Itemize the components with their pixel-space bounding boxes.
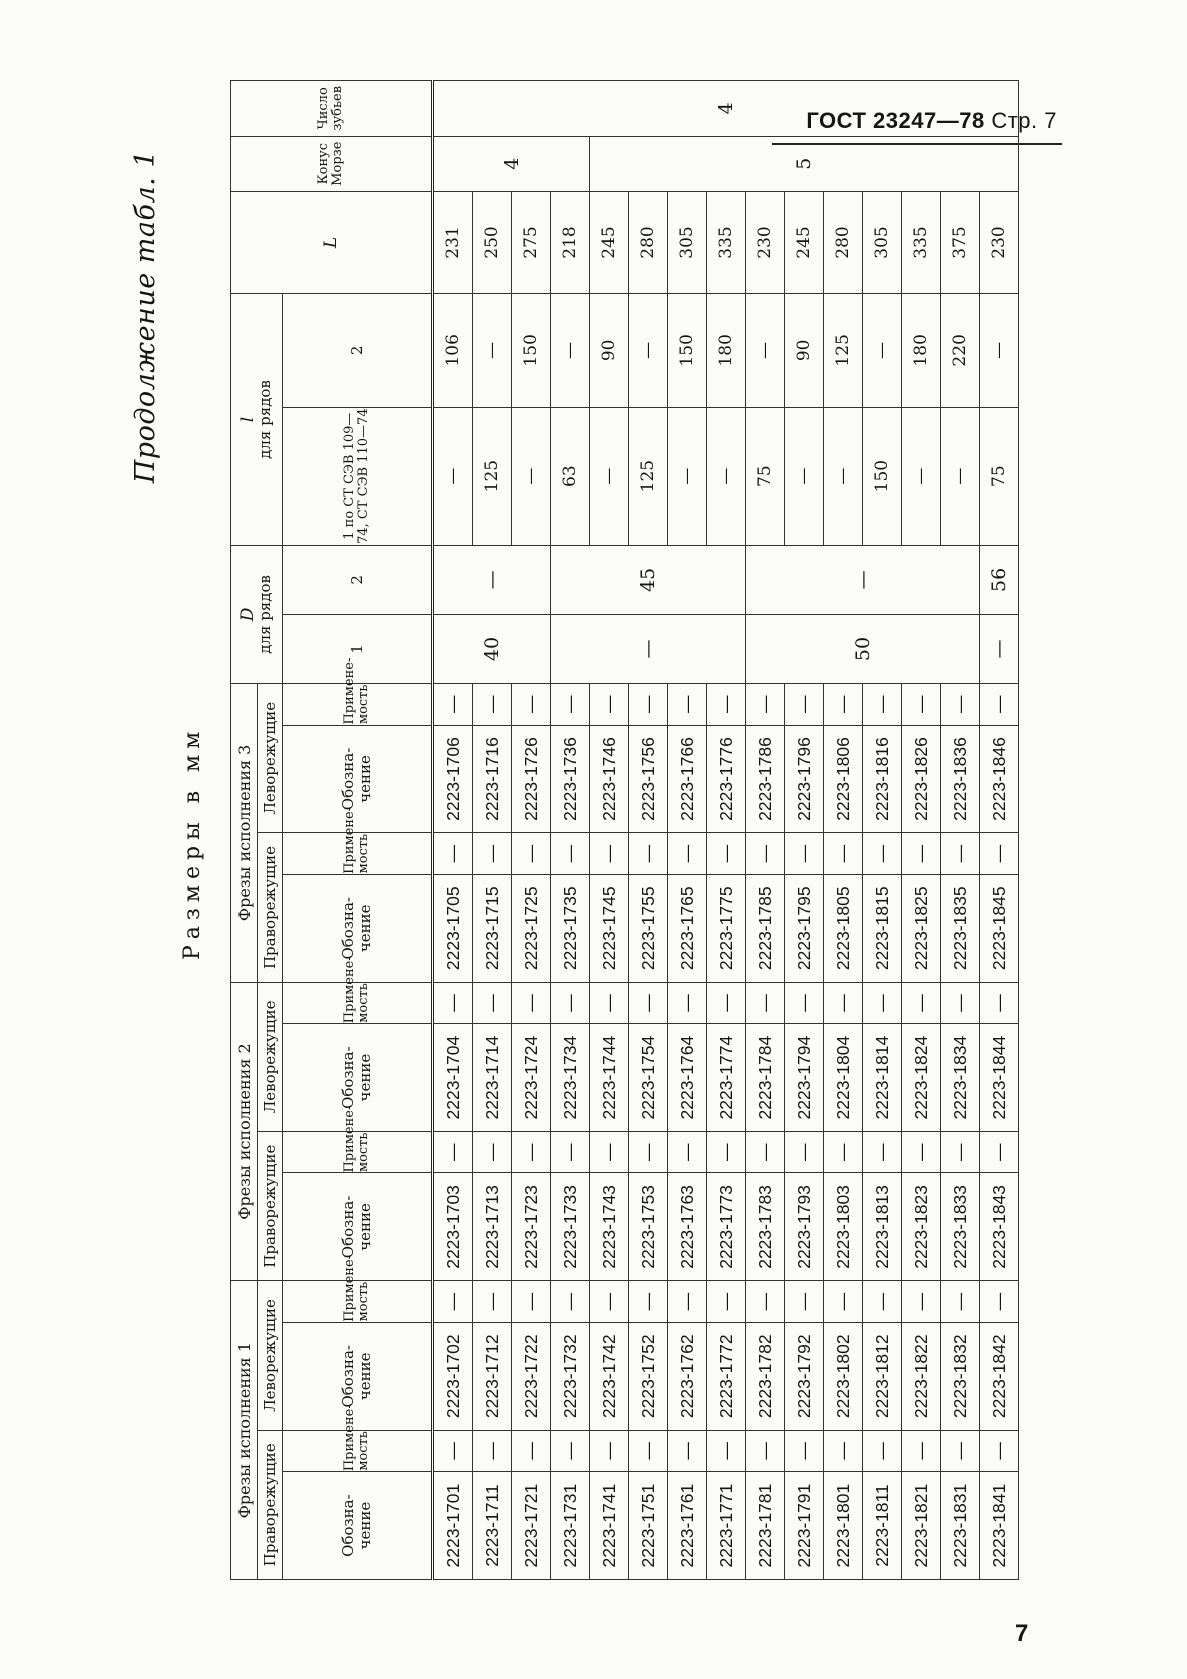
applicability-cell: — (551, 833, 590, 874)
header-D (231, 545, 283, 683)
applicability-cell: — (980, 1430, 1019, 1471)
applicability-cell: — (668, 982, 707, 1024)
l-row2-value: — (473, 294, 512, 407)
table-row (707, 81, 746, 1580)
table-row (433, 81, 473, 1580)
l-row1-value: — (707, 407, 746, 545)
L-value: 375 (941, 191, 980, 293)
l-row2-value: 150 (668, 294, 707, 407)
designation-f2-left: 2223-1714 (473, 1024, 512, 1132)
L-value: 250 (473, 191, 512, 293)
applicability-cell: — (629, 1281, 668, 1323)
table-row (512, 81, 551, 1580)
applicability-cell: — (746, 1132, 785, 1173)
designation-f1-right: 2223-1831 (941, 1472, 980, 1580)
header-designation: Обозна-чение (283, 1173, 433, 1281)
designation-f1-left: 2223-1802 (824, 1322, 863, 1430)
designation-f1-left: 2223-1752 (629, 1322, 668, 1430)
applicability-cell: — (551, 684, 590, 726)
L-value: 280 (824, 191, 863, 293)
header-teeth: Число зубьев (231, 81, 433, 137)
applicability-cell: — (941, 833, 980, 874)
header-l-label: для рядов (255, 380, 274, 459)
page-number: 7 (1015, 1620, 1029, 1647)
L-value: 335 (902, 191, 941, 293)
applicability-cell: — (863, 833, 902, 874)
applicability-cell: — (590, 684, 629, 726)
table-row (746, 81, 785, 1580)
D-row1-value: — (551, 614, 746, 683)
designation-f1-right: 2223-1781 (746, 1472, 785, 1580)
designation-f3-right: 2223-1795 (785, 874, 824, 982)
applicability-cell: — (902, 684, 941, 726)
designation-f3-left: 2223-1706 (433, 725, 473, 833)
applicability-cell: — (668, 1430, 707, 1471)
l-row2-value: — (629, 294, 668, 407)
designation-f3-right: 2223-1835 (941, 874, 980, 982)
header-family-2: Фрезы исполнения 2 (231, 982, 258, 1281)
applicability-cell: — (902, 1132, 941, 1173)
l-row1-value: — (668, 407, 707, 545)
applicability-cell: — (824, 982, 863, 1024)
table-row (473, 81, 512, 1580)
applicability-cell: — (629, 1132, 668, 1173)
table-row (863, 81, 902, 1580)
designation-f1-right: 2223-1701 (433, 1472, 473, 1580)
applicability-cell: — (863, 684, 902, 726)
designation-f3-right: 2223-1755 (629, 874, 668, 982)
applicability-cell: — (433, 1281, 473, 1323)
L-value: 245 (590, 191, 629, 293)
applicability-cell: — (473, 1132, 512, 1173)
applicability-cell: — (551, 1430, 590, 1471)
l-row2-value: — (863, 294, 902, 407)
designation-f1-left: 2223-1782 (746, 1322, 785, 1430)
header-l-row2: 2 (283, 294, 433, 407)
applicability-cell: — (473, 1430, 512, 1471)
designation-f3-left: 2223-1786 (746, 725, 785, 833)
applicability-cell: — (473, 1281, 512, 1323)
designation-f1-right: 2223-1801 (824, 1472, 863, 1580)
applicability-cell: — (824, 684, 863, 726)
designation-f2-left: 2223-1744 (590, 1024, 629, 1132)
applicability-cell: — (980, 684, 1019, 726)
designation-f1-right: 2223-1811 (863, 1472, 902, 1580)
rotated-table-block (130, 80, 1010, 1580)
designation-f1-right: 2223-1741 (590, 1472, 629, 1580)
table-row (980, 81, 1019, 1580)
l-row1-value: 125 (473, 407, 512, 545)
L-value: 230 (980, 191, 1019, 293)
l-row1-value: — (785, 407, 824, 545)
l-row1-value: — (902, 407, 941, 545)
designation-f2-right: 2223-1783 (746, 1173, 785, 1281)
applicability-cell: — (785, 1132, 824, 1173)
header-D-label: для рядов (255, 575, 274, 654)
applicability-cell: — (668, 833, 707, 874)
standard-code: ГОСТ 23247—78 (806, 108, 985, 133)
l-row2-value: 150 (512, 294, 551, 407)
header-applicability: Примене-мость (283, 1132, 433, 1173)
designation-f2-right: 2223-1773 (707, 1173, 746, 1281)
designation-f3-left: 2223-1766 (668, 725, 707, 833)
teeth-value: 4 (433, 81, 1019, 137)
applicability-cell: — (785, 684, 824, 726)
designation-f3-right: 2223-1765 (668, 874, 707, 982)
applicability-cell: — (902, 833, 941, 874)
applicability-cell: — (746, 982, 785, 1024)
designation-f3-left: 2223-1776 (707, 725, 746, 833)
l-row1-value: — (512, 407, 551, 545)
applicability-cell: — (512, 833, 551, 874)
designation-f2-left: 2223-1834 (941, 1024, 980, 1132)
applicability-cell: — (980, 1132, 1019, 1173)
applicability-cell: — (551, 1281, 590, 1323)
header-f1-right: Праворежущие (258, 1430, 283, 1579)
applicability-cell: — (980, 982, 1019, 1024)
L-value: 275 (512, 191, 551, 293)
designation-f2-right: 2223-1843 (980, 1173, 1019, 1281)
header-l-row1: 1 по СТ СЭВ 109—74, СТ СЭВ 110—74 (283, 407, 433, 545)
L-value: 245 (785, 191, 824, 293)
designation-f2-right: 2223-1793 (785, 1173, 824, 1281)
header-applicability: Примене-мость (283, 684, 433, 726)
applicability-cell: — (824, 833, 863, 874)
applicability-cell: — (746, 1430, 785, 1471)
designation-f2-right: 2223-1803 (824, 1173, 863, 1281)
designation-f1-left: 2223-1732 (551, 1322, 590, 1430)
applicability-cell: — (941, 1132, 980, 1173)
designation-f3-right: 2223-1715 (473, 874, 512, 982)
applicability-cell: — (668, 1281, 707, 1323)
applicability-cell: — (707, 684, 746, 726)
designation-f2-left: 2223-1804 (824, 1024, 863, 1132)
designation-f1-left: 2223-1712 (473, 1322, 512, 1430)
applicability-cell: — (707, 833, 746, 874)
designation-f3-right: 2223-1775 (707, 874, 746, 982)
designation-f3-right: 2223-1825 (902, 874, 941, 982)
header-family-3: Фрезы исполнения 3 (231, 684, 258, 983)
designation-f1-left: 2223-1842 (980, 1322, 1019, 1430)
page-label: Стр. 7 (991, 108, 1057, 133)
header-morse: Конус Морзе (231, 136, 433, 191)
applicability-cell: — (590, 1430, 629, 1471)
D-row2-value: — (746, 545, 980, 614)
l-row1-value: — (941, 407, 980, 545)
l-row1-value: — (590, 407, 629, 545)
designation-f1-right: 2223-1721 (512, 1472, 551, 1580)
applicability-cell: — (863, 982, 902, 1024)
designation-f2-left: 2223-1824 (902, 1024, 941, 1132)
applicability-cell: — (512, 684, 551, 726)
applicability-cell: — (980, 833, 1019, 874)
designation-f2-left: 2223-1774 (707, 1024, 746, 1132)
L-value: 280 (629, 191, 668, 293)
designation-f3-right: 2223-1735 (551, 874, 590, 982)
header-designation: Обозна-чение (283, 874, 433, 982)
designation-f3-left: 2223-1736 (551, 725, 590, 833)
designation-f3-left: 2223-1746 (590, 725, 629, 833)
designation-f2-left: 2223-1784 (746, 1024, 785, 1132)
L-value: 231 (433, 191, 473, 293)
applicability-cell: — (433, 1132, 473, 1173)
continuation-label: Продолжение табл. 1 (130, 150, 161, 484)
applicability-cell: — (629, 982, 668, 1024)
header-family-1: Фрезы исполнения 1 (231, 1281, 258, 1580)
designation-f1-left: 2223-1742 (590, 1322, 629, 1430)
header-D-row2: 2 (283, 545, 433, 614)
table-body (433, 81, 1019, 1580)
L-value: 305 (863, 191, 902, 293)
header-designation: Обозна-чение (283, 1024, 433, 1132)
header-designation: Обозна-чение (283, 725, 433, 833)
morse-value: 5 (590, 136, 1019, 191)
morse-value: 4 (433, 136, 590, 191)
designation-f1-right: 2223-1791 (785, 1472, 824, 1580)
designation-f2-right: 2223-1743 (590, 1173, 629, 1281)
designation-f1-right: 2223-1711 (473, 1472, 512, 1580)
designation-f2-right: 2223-1733 (551, 1173, 590, 1281)
designation-f3-left: 2223-1846 (980, 725, 1019, 833)
designation-f2-right: 2223-1763 (668, 1173, 707, 1281)
l-row1-value: — (824, 407, 863, 545)
designation-f1-left: 2223-1812 (863, 1322, 902, 1430)
designation-f1-left: 2223-1822 (902, 1322, 941, 1430)
applicability-cell: — (512, 982, 551, 1024)
designation-f2-left: 2223-1734 (551, 1024, 590, 1132)
applicability-cell: — (785, 1281, 824, 1323)
table-row (590, 81, 629, 1580)
designation-f2-right: 2223-1713 (473, 1173, 512, 1281)
designation-f2-right: 2223-1753 (629, 1173, 668, 1281)
designation-f2-left: 2223-1724 (512, 1024, 551, 1132)
dimensions-caption: Размеры в мм (180, 725, 205, 960)
applicability-cell: — (433, 1430, 473, 1471)
designation-f2-right: 2223-1813 (863, 1173, 902, 1281)
designation-f1-left: 2223-1772 (707, 1322, 746, 1430)
applicability-cell: — (941, 1281, 980, 1323)
header-f2-left: Леворежущие (258, 982, 283, 1131)
designation-f3-right: 2223-1725 (512, 874, 551, 982)
applicability-cell: — (902, 1430, 941, 1471)
applicability-cell: — (941, 1430, 980, 1471)
header-applicability: Примене-мость (283, 982, 433, 1024)
designation-f1-right: 2223-1771 (707, 1472, 746, 1580)
applicability-cell: — (512, 1430, 551, 1471)
applicability-cell: — (512, 1132, 551, 1173)
applicability-cell: — (746, 1281, 785, 1323)
designation-f3-right: 2223-1745 (590, 874, 629, 982)
designation-f2-right: 2223-1833 (941, 1173, 980, 1281)
applicability-cell: — (551, 982, 590, 1024)
table-row (551, 81, 590, 1580)
applicability-cell: — (590, 833, 629, 874)
table-row (941, 81, 980, 1580)
designation-f3-right: 2223-1805 (824, 874, 863, 982)
designation-f1-right: 2223-1751 (629, 1472, 668, 1580)
header-designation: Обозна-чение (283, 1322, 433, 1430)
header-D-symbol: D (237, 607, 258, 622)
l-row2-value: 90 (590, 294, 629, 407)
designation-f2-left: 2223-1754 (629, 1024, 668, 1132)
designation-f2-right: 2223-1823 (902, 1173, 941, 1281)
D-row2-value: 45 (551, 545, 746, 614)
applicability-cell: — (512, 1281, 551, 1323)
header-f1-left: Леворежущие (258, 1281, 283, 1430)
header-f3-left: Леворежущие (258, 684, 283, 833)
l-row1-value: 75 (746, 407, 785, 545)
applicability-cell: — (863, 1281, 902, 1323)
designation-f3-left: 2223-1796 (785, 725, 824, 833)
header-L (231, 191, 433, 293)
designation-f2-left: 2223-1764 (668, 1024, 707, 1132)
applicability-cell: — (629, 833, 668, 874)
applicability-cell: — (902, 982, 941, 1024)
applicability-cell: — (785, 833, 824, 874)
l-row2-value: — (980, 294, 1019, 407)
applicability-cell: — (473, 684, 512, 726)
designation-f1-right: 2223-1761 (668, 1472, 707, 1580)
applicability-cell: — (824, 1281, 863, 1323)
dimensions-table (230, 80, 1019, 1580)
designation-f1-left: 2223-1722 (512, 1322, 551, 1430)
applicability-cell: — (707, 1430, 746, 1471)
header-L-symbol: L (320, 236, 341, 249)
D-row1-value: — (980, 614, 1019, 683)
designation-f3-left: 2223-1716 (473, 725, 512, 833)
designation-f2-right: 2223-1723 (512, 1173, 551, 1281)
designation-f2-left: 2223-1704 (433, 1024, 473, 1132)
l-row2-value: 220 (941, 294, 980, 407)
applicability-cell: — (473, 833, 512, 874)
applicability-cell: — (746, 833, 785, 874)
designation-f3-left: 2223-1816 (863, 725, 902, 833)
header-applicability: Примене-мость (283, 1430, 433, 1471)
applicability-cell: — (707, 1281, 746, 1323)
designation-f1-left: 2223-1762 (668, 1322, 707, 1430)
header-f2-right: Праворежущие (258, 1132, 283, 1281)
table-row (902, 81, 941, 1580)
applicability-cell: — (668, 1132, 707, 1173)
designation-f3-right: 2223-1815 (863, 874, 902, 982)
l-row2-value: 106 (433, 294, 473, 407)
l-row1-value: 75 (980, 407, 1019, 545)
applicability-cell: — (473, 982, 512, 1024)
designation-f2-left: 2223-1814 (863, 1024, 902, 1132)
l-row2-value: 125 (824, 294, 863, 407)
l-row2-value: — (746, 294, 785, 407)
header-applicability: Примене-мость (283, 1281, 433, 1323)
header-l (231, 294, 283, 546)
l-row2-value: 90 (785, 294, 824, 407)
designation-f2-left: 2223-1794 (785, 1024, 824, 1132)
header-l-symbol: l (237, 416, 258, 423)
header-designation: Обозна-чение (283, 1472, 433, 1580)
designation-f1-right: 2223-1821 (902, 1472, 941, 1580)
designation-f3-left: 2223-1726 (512, 725, 551, 833)
applicability-cell: — (785, 982, 824, 1024)
applicability-cell: — (433, 833, 473, 874)
designation-f2-left: 2223-1844 (980, 1024, 1019, 1132)
applicability-cell: — (824, 1132, 863, 1173)
designation-f1-left: 2223-1792 (785, 1322, 824, 1430)
applicability-cell: — (707, 1132, 746, 1173)
applicability-cell: — (629, 684, 668, 726)
D-row1-value: 50 (746, 614, 980, 683)
D-row1-value: 40 (433, 614, 551, 683)
L-value: 230 (746, 191, 785, 293)
table-row (629, 81, 668, 1580)
applicability-cell: — (629, 1430, 668, 1471)
designation-f3-right: 2223-1785 (746, 874, 785, 982)
applicability-cell: — (590, 1132, 629, 1173)
designation-f1-left: 2223-1832 (941, 1322, 980, 1430)
table-row (824, 81, 863, 1580)
applicability-cell: — (551, 1132, 590, 1173)
applicability-cell: — (746, 684, 785, 726)
l-row1-value: 63 (551, 407, 590, 545)
D-row2-value: — (433, 545, 551, 614)
designation-f3-right: 2223-1845 (980, 874, 1019, 982)
applicability-cell: — (824, 1430, 863, 1471)
applicability-cell: — (863, 1430, 902, 1471)
L-value: 305 (668, 191, 707, 293)
applicability-cell: — (902, 1281, 941, 1323)
designation-f1-left: 2223-1702 (433, 1322, 473, 1430)
table-row (668, 81, 707, 1580)
table-header (231, 81, 433, 1580)
header-f3-right: Праворежущие (258, 833, 283, 982)
l-row2-value: 180 (902, 294, 941, 407)
table-row (785, 81, 824, 1580)
header-D-row1: 1 (283, 614, 433, 683)
designation-f1-right: 2223-1731 (551, 1472, 590, 1580)
designation-f3-left: 2223-1826 (902, 725, 941, 833)
applicability-cell: — (941, 982, 980, 1024)
applicability-cell: — (863, 1132, 902, 1173)
designation-f3-left: 2223-1756 (629, 725, 668, 833)
designation-f3-left: 2223-1806 (824, 725, 863, 833)
L-value: 335 (707, 191, 746, 293)
designation-f3-left: 2223-1836 (941, 725, 980, 833)
l-row2-value: 180 (707, 294, 746, 407)
designation-f3-right: 2223-1705 (433, 874, 473, 982)
designation-f2-right: 2223-1703 (433, 1173, 473, 1281)
applicability-cell: — (785, 1430, 824, 1471)
header-applicability: Примене-мость (283, 833, 433, 874)
applicability-cell: — (941, 684, 980, 726)
applicability-cell: — (590, 982, 629, 1024)
l-row1-value: 150 (863, 407, 902, 545)
l-row2-value: — (551, 294, 590, 407)
applicability-cell: — (590, 1281, 629, 1323)
D-row2-value: 56 (980, 545, 1019, 614)
applicability-cell: — (433, 684, 473, 726)
applicability-cell: — (668, 684, 707, 726)
l-row1-value: — (433, 407, 473, 545)
applicability-cell: — (707, 982, 746, 1024)
applicability-cell: — (980, 1281, 1019, 1323)
L-value: 218 (551, 191, 590, 293)
l-row1-value: 125 (629, 407, 668, 545)
applicability-cell: — (433, 982, 473, 1024)
designation-f1-right: 2223-1841 (980, 1472, 1019, 1580)
